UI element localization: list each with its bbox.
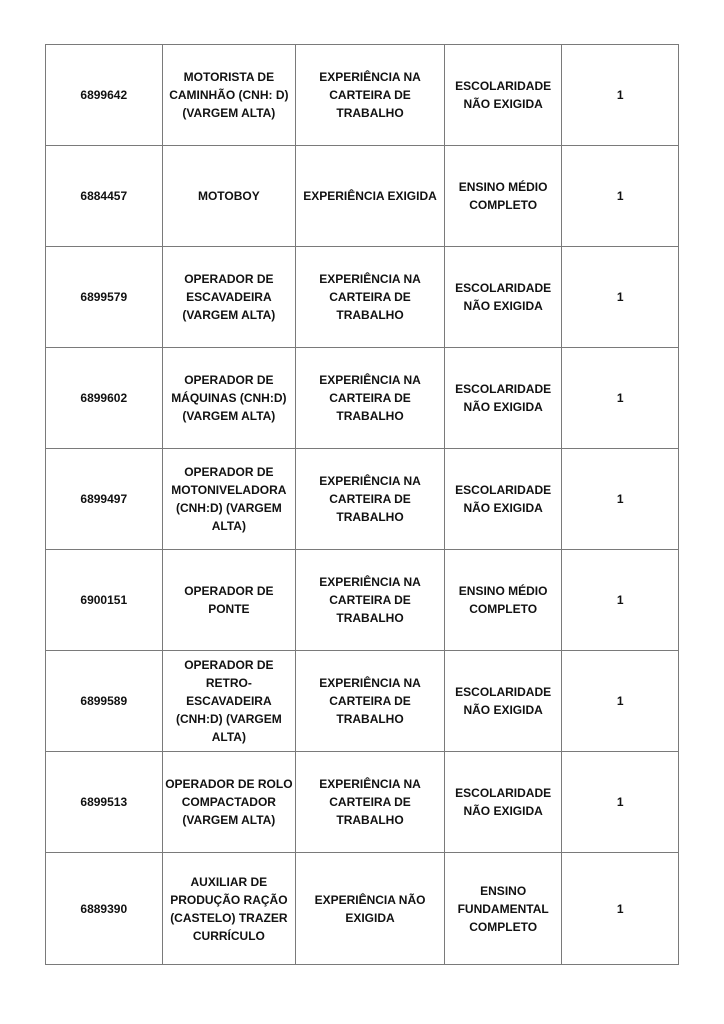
job-code: 6899497 <box>46 449 163 550</box>
job-vacancies: 1 <box>562 853 679 965</box>
job-education: ESCOLARIDADE NÃO EXIGIDA <box>444 247 562 348</box>
job-education: ESCOLARIDADE NÃO EXIGIDA <box>444 449 562 550</box>
job-experience: EXPERIÊNCIA EXIGIDA <box>296 146 445 247</box>
job-education: ENSINO MÉDIO COMPLETO <box>444 550 562 651</box>
job-code: 6899642 <box>46 45 163 146</box>
job-role: OPERADOR DE ESCAVADEIRA (VARGEM ALTA) <box>162 247 296 348</box>
job-education: ESCOLARIDADE NÃO EXIGIDA <box>444 348 562 449</box>
job-code: 6899602 <box>46 348 163 449</box>
job-experience: EXPERIÊNCIA NA CARTEIRA DE TRABALHO <box>296 348 445 449</box>
job-vacancies: 1 <box>562 247 679 348</box>
job-code: 6899513 <box>46 752 163 853</box>
job-experience: EXPERIÊNCIA NA CARTEIRA DE TRABALHO <box>296 651 445 752</box>
table-row <box>46 752 679 853</box>
job-role: OPERADOR DE ROLO COMPACTADOR (VARGEM ALTA) <box>162 752 296 853</box>
job-vacancies: 1 <box>562 45 679 146</box>
job-code: 6884457 <box>46 146 163 247</box>
job-role: OPERADOR DE MOTONIVELADORA (CNH:D) (VARGEM ALTA) <box>162 449 296 550</box>
table-row <box>46 651 679 752</box>
job-experience: EXPERIÊNCIA NA CARTEIRA DE TRABALHO <box>296 45 445 146</box>
job-experience: EXPERIÊNCIA NA CARTEIRA DE TRABALHO <box>296 752 445 853</box>
table-row <box>46 550 679 651</box>
job-vacancies: 1 <box>562 752 679 853</box>
job-vacancies: 1 <box>562 449 679 550</box>
job-vacancies: 1 <box>562 651 679 752</box>
table-row <box>46 449 679 550</box>
job-role: MOTORISTA DE CAMINHÃO (CNH: D) (VARGEM ALTA) <box>162 45 296 146</box>
job-role: OPERADOR DE PONTE <box>162 550 296 651</box>
job-education: ENSINO FUNDAMENTAL COMPLETO <box>444 853 562 965</box>
table-row <box>46 348 679 449</box>
job-role: OPERADOR DE MÁQUINAS (CNH:D) (VARGEM ALTA) <box>162 348 296 449</box>
job-vacancies: 1 <box>562 348 679 449</box>
job-education: ENSINO MÉDIO COMPLETO <box>444 146 562 247</box>
table-row <box>46 146 679 247</box>
job-role: OPERADOR DE RETRO- ESCAVADEIRA (CNH:D) (VARGEM ALTA) <box>162 651 296 752</box>
table-row <box>46 45 679 146</box>
job-vacancies: 1 <box>562 550 679 651</box>
job-experience: EXPERIÊNCIA NA CARTEIRA DE TRABALHO <box>296 449 445 550</box>
job-code: 6899579 <box>46 247 163 348</box>
table-row <box>46 853 679 965</box>
job-vacancies: 1 <box>562 146 679 247</box>
job-experience: EXPERIÊNCIA NÃO EXIGIDA <box>296 853 445 965</box>
job-openings-table <box>45 44 679 965</box>
job-experience: EXPERIÊNCIA NA CARTEIRA DE TRABALHO <box>296 247 445 348</box>
table-row <box>46 247 679 348</box>
job-role: AUXILIAR DE PRODUÇÃO RAÇÃO (CASTELO) TRAZER CURRÍCULO <box>162 853 296 965</box>
job-experience: EXPERIÊNCIA NA CARTEIRA DE TRABALHO <box>296 550 445 651</box>
job-education: ESCOLARIDADE NÃO EXIGIDA <box>444 651 562 752</box>
job-code: 6900151 <box>46 550 163 651</box>
job-education: ESCOLARIDADE NÃO EXIGIDA <box>444 752 562 853</box>
job-code: 6889390 <box>46 853 163 965</box>
job-code: 6899589 <box>46 651 163 752</box>
job-role: MOTOBOY <box>162 146 296 247</box>
job-education: ESCOLARIDADE NÃO EXIGIDA <box>444 45 562 146</box>
